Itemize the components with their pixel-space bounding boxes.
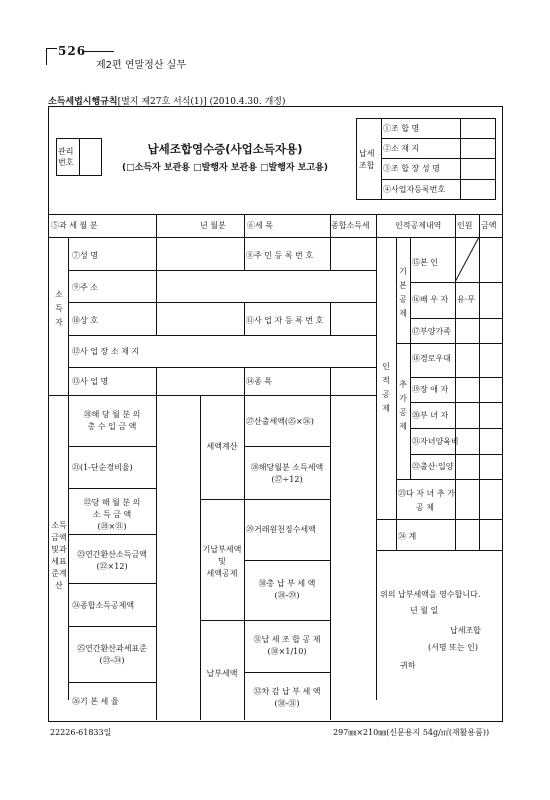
tax-item-label: ⑥세 목	[247, 221, 273, 230]
extra-deduction-label: 추가공제	[399, 380, 407, 431]
resident-number-label: ⑧주 민 등 록 번 호	[246, 251, 314, 260]
receipt-addressee: 귀하	[400, 661, 416, 670]
business-type-label: ⑬사 업 명	[72, 377, 109, 386]
deduction-header: 인적공제내역	[395, 221, 442, 230]
multi-child-label-2: 공 제	[416, 503, 434, 512]
self-diagonal-line	[455, 237, 503, 282]
mgmt-label-2: 번호	[58, 158, 74, 167]
form-subtitle: (□소득자 보관용 □발행자 보관용 □발행자 보고용)	[122, 163, 328, 173]
year-month-label: 년 월분	[200, 221, 226, 230]
footer-paper-spec: 297㎜×210㎜(신문용지 54g/㎡(재활용품))	[333, 728, 490, 737]
calc-side-label: 소득금액및과세표준계산	[51, 521, 67, 590]
basic-deduction-label: 기본공제	[399, 267, 407, 318]
woman-label: ⑳부 녀 자	[412, 411, 449, 420]
total-revenue-label-2: 총 수 입 금 액	[87, 422, 137, 431]
spouse-label: ⑯배 우 자	[412, 295, 449, 304]
union-label: 납세	[359, 149, 375, 158]
name-label: ⑦성 명	[72, 251, 98, 260]
net-payment-formula: (㉚-㉛)	[274, 699, 300, 708]
receipt-signature: (서명 또는 인)	[428, 643, 478, 652]
tax-calc-group: 세액계산	[206, 442, 238, 451]
form-number: [별지 제27호 서식(1)] (2010.4.30. 개정)	[117, 97, 286, 107]
monthly-income-label-2: 소 득 금 액	[92, 510, 132, 519]
union-label-2: 조합	[359, 161, 375, 170]
law-name: 소득세법시행규칙	[48, 97, 118, 107]
withholding-tax-label: ㉙거래원천징수세액	[246, 525, 316, 534]
personal-deduction-side: 인적공제	[382, 362, 390, 413]
payable-tax-group: 납부세액	[206, 669, 238, 678]
tax-base-label: ㉕연간환산과세표준	[77, 644, 147, 653]
receipt-statement: 위의 납부세액을 영수합니다.	[380, 590, 481, 599]
prepaid-tax-group-3: 세액공제	[206, 569, 238, 578]
page-number-rule	[84, 51, 114, 52]
total-payment-formula: (㉘-㉙)	[274, 591, 300, 600]
prepaid-tax-group-2: 및	[218, 557, 226, 566]
net-payment-label: ㉜차 감 납 부 세 액	[253, 687, 321, 696]
trade-name-label: ⑩상 호	[72, 316, 98, 325]
spouse-yes-no: 유·무	[457, 295, 475, 304]
basic-tax-rate-label: ㉖기 본 세 율	[72, 697, 119, 706]
disabled-label: ⑲장 애 자	[412, 385, 449, 394]
senior-label: ⑱경로우대	[412, 354, 451, 363]
monthly-income-label: ㉒당 해 월 분 의	[83, 498, 141, 507]
dependents-label: ⑰부양가족	[412, 327, 451, 336]
business-item-label: ⑭종 목	[246, 377, 272, 386]
income-deduction-label: ㉔종합소득공제액	[72, 601, 135, 610]
income-person-side-label: 소득자	[55, 290, 63, 327]
chapter-title: 제2편 연말정산 실무	[96, 60, 186, 71]
receipt-union: 납세조합	[450, 626, 481, 635]
self-label: ⑮본 인	[412, 258, 438, 267]
annual-income-formula: (㉒×12)	[96, 562, 128, 571]
business-location-label: ⑫사 업 장 소 재 지	[72, 347, 140, 356]
monthly-tax-label: ㉘해당월분 소득세액	[250, 463, 324, 472]
birth-adoption-label: ㉒출산·입양	[412, 462, 454, 471]
prepaid-tax-group: 기납부세액	[202, 545, 242, 554]
page-corner-mark	[46, 48, 57, 65]
union-name-label: ①조 합 명	[383, 124, 420, 133]
childcare-label: ㉑자녀양육비	[412, 437, 459, 446]
total-label: ㉔ 계	[398, 532, 417, 541]
amount-header: 금액	[481, 221, 497, 230]
annual-income-label: ㉓연간환산소득금액	[77, 550, 147, 559]
address-label: ⑨주 소	[72, 283, 98, 292]
business-reg-label: ⑪사 업 자 등 록 번 호	[246, 316, 324, 325]
receipt-date: 년 월 일	[410, 606, 439, 615]
computed-tax-label: ㉗산출세액(㉕×㉖)	[246, 417, 314, 426]
union-deduction-label: ㉛납 세 조 합 공 제	[253, 635, 321, 644]
tax-period-label: ⑤과 세 월 분	[51, 221, 98, 230]
tax-base-formula: (㉓-㉔)	[99, 656, 125, 665]
union-head-name-label: ③조 합 장 성 명	[383, 164, 440, 173]
expense-rate-label: ㉑(1-단순경비율)	[72, 463, 133, 472]
total-payment-label: ㉚총 납 부 세 액	[258, 579, 316, 588]
monthly-income-formula: (⑳×㉑)	[97, 522, 127, 531]
multi-child-label: ㉓다 자 녀 추 가	[398, 489, 455, 498]
form-title: 납세조합영수증(사업소득자용)	[147, 142, 303, 156]
union-deduction-formula: (㉚×1/10)	[267, 647, 307, 656]
persons-header: 인원	[457, 221, 473, 230]
income-tax-label: 종합소득세	[331, 221, 370, 230]
mgmt-label: 관리	[58, 147, 74, 156]
union-address-label: ②소 재 지	[383, 144, 420, 153]
footer-code: 22226-61833일	[50, 728, 112, 737]
page-number: 526	[58, 44, 87, 58]
union-reg-number-label: ④사업자등록번호	[383, 185, 446, 194]
total-revenue-label: ⑳해 당 월 분 의	[83, 410, 141, 419]
monthly-tax-formula: (㉗÷12)	[271, 475, 303, 484]
